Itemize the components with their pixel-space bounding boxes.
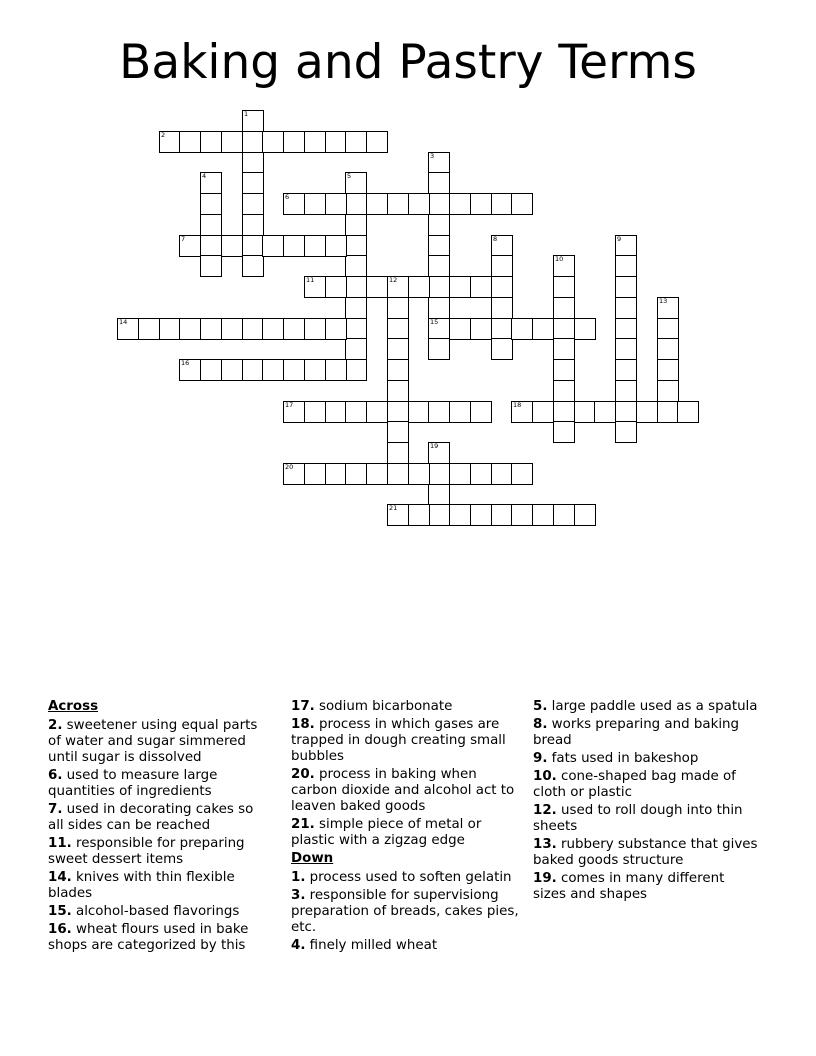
grid-cell[interactable] <box>283 463 305 485</box>
clue-number: 15 <box>430 318 439 326</box>
clue-text: used in decorating cakes so all sides can be reached <box>48 802 254 833</box>
grid-cell[interactable] <box>470 193 492 215</box>
grid-cell[interactable] <box>262 318 284 340</box>
grid-cell[interactable] <box>387 463 409 485</box>
grid-cell[interactable] <box>428 442 450 464</box>
grid-cell[interactable] <box>594 401 616 423</box>
clue-number-label: 16. <box>48 922 72 937</box>
clue-text: used to roll dough into thin sheets <box>533 803 743 834</box>
grid-cell[interactable] <box>615 338 637 360</box>
clues-column-1 <box>48 699 273 956</box>
clue-number: 5 <box>347 172 352 180</box>
grid-cell[interactable] <box>387 318 409 340</box>
grid-cell[interactable] <box>304 235 326 257</box>
grid-cell[interactable] <box>179 318 201 340</box>
grid-cell[interactable] <box>283 131 305 153</box>
grid-cell[interactable] <box>159 318 181 340</box>
grid-cell[interactable] <box>345 131 367 153</box>
clue-number: 9 <box>617 235 622 243</box>
grid-cell[interactable] <box>345 172 367 194</box>
down-heading: Down <box>291 851 334 866</box>
grid-cell[interactable] <box>428 318 450 340</box>
grid-cell[interactable] <box>449 276 471 298</box>
clues-column-3 <box>533 699 758 905</box>
grid-cell[interactable] <box>345 193 367 215</box>
grid-cell[interactable] <box>200 172 222 194</box>
clue-number: 11 <box>306 276 315 284</box>
grid-cell[interactable] <box>657 318 679 340</box>
clue-text: rubbery substance that gives baked goods structure <box>533 837 758 868</box>
clue-text: works preparing and baking bread <box>533 717 740 748</box>
grid-cell[interactable] <box>553 504 575 526</box>
grid-cell[interactable] <box>345 297 367 319</box>
grid-cell[interactable] <box>470 463 492 485</box>
across-clue <box>48 836 273 868</box>
clue-number-label: 14. <box>48 870 72 885</box>
grid-cell[interactable] <box>366 276 388 298</box>
grid-cell[interactable] <box>200 255 222 277</box>
across-clue <box>48 922 273 954</box>
grid-cell[interactable] <box>408 401 430 423</box>
clue-number: 14 <box>119 318 128 326</box>
down-clue <box>291 870 526 886</box>
grid-cell[interactable] <box>179 359 201 381</box>
grid-cell[interactable] <box>449 463 471 485</box>
across-clue <box>291 817 526 849</box>
clue-number: 19 <box>430 442 439 450</box>
across-clue <box>48 904 273 920</box>
clue-text: knives with thin flexible blades <box>48 870 235 901</box>
clue-text: sweetener using equal parts of water and sugar simmered until sugar is dissolved <box>48 718 258 765</box>
grid-cell[interactable] <box>615 297 637 319</box>
grid-cell[interactable] <box>615 276 637 298</box>
grid-cell[interactable] <box>200 214 222 236</box>
grid-cell[interactable] <box>262 359 284 381</box>
grid-cell[interactable] <box>553 401 575 423</box>
grid-cell[interactable] <box>242 359 264 381</box>
grid-cell[interactable] <box>553 276 575 298</box>
clue-text: responsible for preparing sweet dessert items <box>48 836 245 867</box>
clue-text: comes in many different sizes and shapes <box>533 871 725 902</box>
grid-cell[interactable] <box>615 318 637 340</box>
grid-cell[interactable] <box>221 131 243 153</box>
clue-number: 6 <box>285 193 290 201</box>
clue-number: 21 <box>389 504 398 512</box>
grid-cell[interactable] <box>387 359 409 381</box>
clue-number: 13 <box>659 297 668 305</box>
grid-cell[interactable] <box>428 172 450 194</box>
grid-cell[interactable] <box>242 172 264 194</box>
grid-cell[interactable] <box>491 235 513 257</box>
grid-cell[interactable] <box>491 504 513 526</box>
grid-cell[interactable] <box>345 338 367 360</box>
grid-cell[interactable] <box>553 421 575 443</box>
grid-cell[interactable] <box>408 193 430 215</box>
grid-cell[interactable] <box>387 276 409 298</box>
across-clue <box>48 802 273 834</box>
across-clue <box>48 718 273 766</box>
clue-text: process in which gases are trapped in dough creating small bubbles <box>291 717 506 764</box>
grid-cell[interactable] <box>262 235 284 257</box>
grid-cell[interactable] <box>242 318 264 340</box>
grid-cell[interactable] <box>345 235 367 257</box>
grid-cell[interactable] <box>242 235 264 257</box>
grid-cell[interactable] <box>242 131 264 153</box>
grid-cell[interactable] <box>428 463 450 485</box>
clue-number-label: 9. <box>533 751 548 766</box>
clue-number-label: 21. <box>291 817 315 832</box>
grid-cell[interactable] <box>491 318 513 340</box>
grid-cell[interactable] <box>491 297 513 319</box>
clue-number: 3 <box>430 152 435 160</box>
clue-number-label: 19. <box>533 871 557 886</box>
grid-cell[interactable] <box>428 235 450 257</box>
grid-cell[interactable] <box>200 193 222 215</box>
grid-cell[interactable] <box>511 463 533 485</box>
grid-cell[interactable] <box>491 255 513 277</box>
grid-cell[interactable] <box>345 255 367 277</box>
grid-cell[interactable] <box>345 401 367 423</box>
grid-cell[interactable] <box>470 276 492 298</box>
clue-number-label: 18. <box>291 717 315 732</box>
down-clue <box>533 871 758 903</box>
clue-text: large paddle used as a spatula <box>551 699 758 714</box>
clue-number-label: 4. <box>291 938 306 953</box>
down-clue <box>533 717 758 749</box>
grid-cell[interactable] <box>657 401 679 423</box>
clue-text: wheat flours used in bake shops are categorized by this <box>48 922 249 953</box>
grid-cell[interactable] <box>200 318 222 340</box>
grid-cell[interactable] <box>428 401 450 423</box>
across-clue <box>291 699 526 715</box>
grid-cell[interactable] <box>470 504 492 526</box>
grid-cell[interactable] <box>428 152 450 174</box>
down-clue <box>533 769 758 801</box>
grid-cell[interactable] <box>470 318 492 340</box>
clue-number-label: 10. <box>533 769 557 784</box>
down-clue <box>533 837 758 869</box>
grid-cell[interactable] <box>283 359 305 381</box>
clue-number-label: 6. <box>48 768 63 783</box>
clue-number: 16 <box>181 359 190 367</box>
clue-number-label: 12. <box>533 803 557 818</box>
grid-cell[interactable] <box>615 421 637 443</box>
clue-text: used to measure large quantities of ingredients <box>48 768 218 799</box>
grid-cell[interactable] <box>325 276 347 298</box>
grid-cell[interactable] <box>325 359 347 381</box>
grid-cell[interactable] <box>615 380 637 402</box>
down-clue <box>291 888 526 936</box>
clue-number: 20 <box>285 463 294 471</box>
grid-cell[interactable] <box>325 401 347 423</box>
grid-cell[interactable] <box>387 401 409 423</box>
clue-text: finely milled wheat <box>309 938 438 953</box>
grid-cell[interactable] <box>345 276 367 298</box>
clue-text: process in baking when carbon dioxide and alcohol act to leaven baked goods <box>291 767 515 814</box>
grid-cell[interactable] <box>283 401 305 423</box>
clues-column-2 <box>291 699 526 956</box>
grid-cell[interactable] <box>532 504 554 526</box>
across-clue <box>291 717 526 765</box>
clue-number: 12 <box>389 276 398 284</box>
grid-cell[interactable] <box>159 131 181 153</box>
grid-cell[interactable] <box>366 401 388 423</box>
clue-text: process used to soften gelatin <box>309 870 512 885</box>
grid-cell[interactable] <box>574 401 596 423</box>
clue-number-label: 15. <box>48 904 72 919</box>
grid-cell[interactable] <box>387 442 409 464</box>
grid-cell[interactable] <box>304 463 326 485</box>
clue-number: 8 <box>493 235 498 243</box>
grid-cell[interactable] <box>304 318 326 340</box>
grid-cell[interactable] <box>242 110 264 132</box>
clue-number-label: 1. <box>291 870 306 885</box>
grid-cell[interactable] <box>387 193 409 215</box>
grid-cell[interactable] <box>283 235 305 257</box>
grid-cell[interactable] <box>553 338 575 360</box>
grid-cell[interactable] <box>117 318 139 340</box>
grid-cell[interactable] <box>449 318 471 340</box>
down-clue <box>291 938 526 954</box>
grid-cell[interactable] <box>615 401 637 423</box>
grid-cell[interactable] <box>408 504 430 526</box>
grid-cell[interactable] <box>387 421 409 443</box>
page-title: Baking and Pastry Terms <box>119 35 697 90</box>
clue-number: 17 <box>285 401 294 409</box>
clue-text: cone-shaped bag made of cloth or plastic <box>533 769 736 800</box>
across-clue <box>48 870 273 902</box>
clue-number-label: 20. <box>291 767 315 782</box>
grid-cell[interactable] <box>511 193 533 215</box>
grid-cell[interactable] <box>242 193 264 215</box>
grid-cell[interactable] <box>221 235 243 257</box>
clue-number-label: 11. <box>48 836 72 851</box>
clue-text: sodium bicarbonate <box>319 699 453 714</box>
grid-cell[interactable] <box>657 338 679 360</box>
grid-cell[interactable] <box>179 131 201 153</box>
grid-cell[interactable] <box>325 318 347 340</box>
grid-cell[interactable] <box>449 401 471 423</box>
grid-cell[interactable] <box>491 193 513 215</box>
grid-cell[interactable] <box>387 380 409 402</box>
grid-cell[interactable] <box>345 359 367 381</box>
down-clue <box>533 751 758 767</box>
grid-cell[interactable] <box>366 463 388 485</box>
grid-cell[interactable] <box>491 338 513 360</box>
grid-cell[interactable] <box>615 235 637 257</box>
grid-cell[interactable] <box>200 235 222 257</box>
grid-cell[interactable] <box>283 193 305 215</box>
grid-cell[interactable] <box>325 235 347 257</box>
grid-cell[interactable] <box>304 193 326 215</box>
grid-cell[interactable] <box>553 255 575 277</box>
grid-cell[interactable] <box>262 131 284 153</box>
grid-cell[interactable] <box>553 297 575 319</box>
grid-cell[interactable] <box>511 504 533 526</box>
grid-cell[interactable] <box>304 359 326 381</box>
clue-number-label: 7. <box>48 802 63 817</box>
clue-number-label: 17. <box>291 699 315 714</box>
clue-number-label: 13. <box>533 837 557 852</box>
grid-cell[interactable] <box>387 338 409 360</box>
grid-cell[interactable] <box>491 276 513 298</box>
clue-number: 1 <box>244 110 249 118</box>
across-heading: Across <box>48 699 99 714</box>
grid-cell[interactable] <box>532 318 554 340</box>
grid-cell[interactable] <box>449 504 471 526</box>
grid-cell[interactable] <box>428 297 450 319</box>
grid-cell[interactable] <box>511 401 533 423</box>
grid-cell[interactable] <box>449 193 471 215</box>
grid-cell[interactable] <box>677 401 699 423</box>
grid-cell[interactable] <box>657 297 679 319</box>
clue-number-label: 5. <box>533 699 548 714</box>
grid-cell[interactable] <box>428 338 450 360</box>
grid-cell[interactable] <box>428 214 450 236</box>
grid-cell[interactable] <box>242 214 264 236</box>
grid-cell[interactable] <box>242 152 264 174</box>
across-clue <box>48 768 273 800</box>
grid-cell[interactable] <box>657 359 679 381</box>
clue-number-label: 3. <box>291 888 306 903</box>
grid-cell[interactable] <box>511 318 533 340</box>
clue-number: 7 <box>181 235 186 243</box>
grid-cell[interactable] <box>408 463 430 485</box>
grid-cell[interactable] <box>366 131 388 153</box>
grid-cell[interactable] <box>325 463 347 485</box>
clue-number-label: 2. <box>48 718 63 733</box>
grid-cell[interactable] <box>636 401 658 423</box>
grid-cell[interactable] <box>657 380 679 402</box>
grid-cell[interactable] <box>221 318 243 340</box>
grid-cell[interactable] <box>574 504 596 526</box>
down-clue <box>533 699 758 715</box>
grid-cell[interactable] <box>242 255 264 277</box>
clue-number-label: 8. <box>533 717 548 732</box>
grid-cell[interactable] <box>366 193 388 215</box>
grid-cell[interactable] <box>283 318 305 340</box>
grid-cell[interactable] <box>532 401 554 423</box>
grid-cell[interactable] <box>304 401 326 423</box>
clue-text: simple piece of metal or plastic with a zigzag edge <box>291 817 482 848</box>
grid-cell[interactable] <box>428 193 450 215</box>
grid-cell[interactable] <box>304 131 326 153</box>
grid-cell[interactable] <box>325 193 347 215</box>
grid-cell[interactable] <box>138 318 160 340</box>
grid-cell[interactable] <box>574 318 596 340</box>
clue-number: 4 <box>202 172 207 180</box>
grid-cell[interactable] <box>387 297 409 319</box>
grid-cell[interactable] <box>615 255 637 277</box>
grid-cell[interactable] <box>325 131 347 153</box>
grid-cell[interactable] <box>200 359 222 381</box>
grid-cell[interactable] <box>428 255 450 277</box>
clue-number: 2 <box>161 131 166 139</box>
grid-cell[interactable] <box>345 318 367 340</box>
clue-text: responsible for supervisiong preparation of breads, cakes pies, etc. <box>291 888 519 935</box>
clue-number: 18 <box>513 401 522 409</box>
clue-text: fats used in bakeshop <box>551 751 699 766</box>
grid-cell[interactable] <box>200 131 222 153</box>
across-clue <box>291 767 526 815</box>
grid-cell[interactable] <box>221 359 243 381</box>
grid-cell[interactable] <box>179 235 201 257</box>
grid-cell[interactable] <box>345 214 367 236</box>
grid-cell[interactable] <box>345 463 367 485</box>
grid-cell[interactable] <box>615 359 637 381</box>
grid-cell[interactable] <box>387 504 409 526</box>
grid-cell[interactable] <box>470 401 492 423</box>
grid-cell[interactable] <box>428 484 450 506</box>
grid-cell[interactable] <box>304 276 326 298</box>
grid-cell[interactable] <box>553 380 575 402</box>
clue-text: alcohol-based flavorings <box>76 904 240 919</box>
grid-cell[interactable] <box>553 359 575 381</box>
clue-number: 10 <box>555 255 564 263</box>
grid-cell[interactable] <box>491 463 513 485</box>
grid-cell[interactable] <box>428 504 450 526</box>
down-clue <box>533 803 758 835</box>
grid-cell[interactable] <box>553 318 575 340</box>
grid-cell[interactable] <box>428 276 450 298</box>
grid-cell[interactable] <box>408 276 430 298</box>
